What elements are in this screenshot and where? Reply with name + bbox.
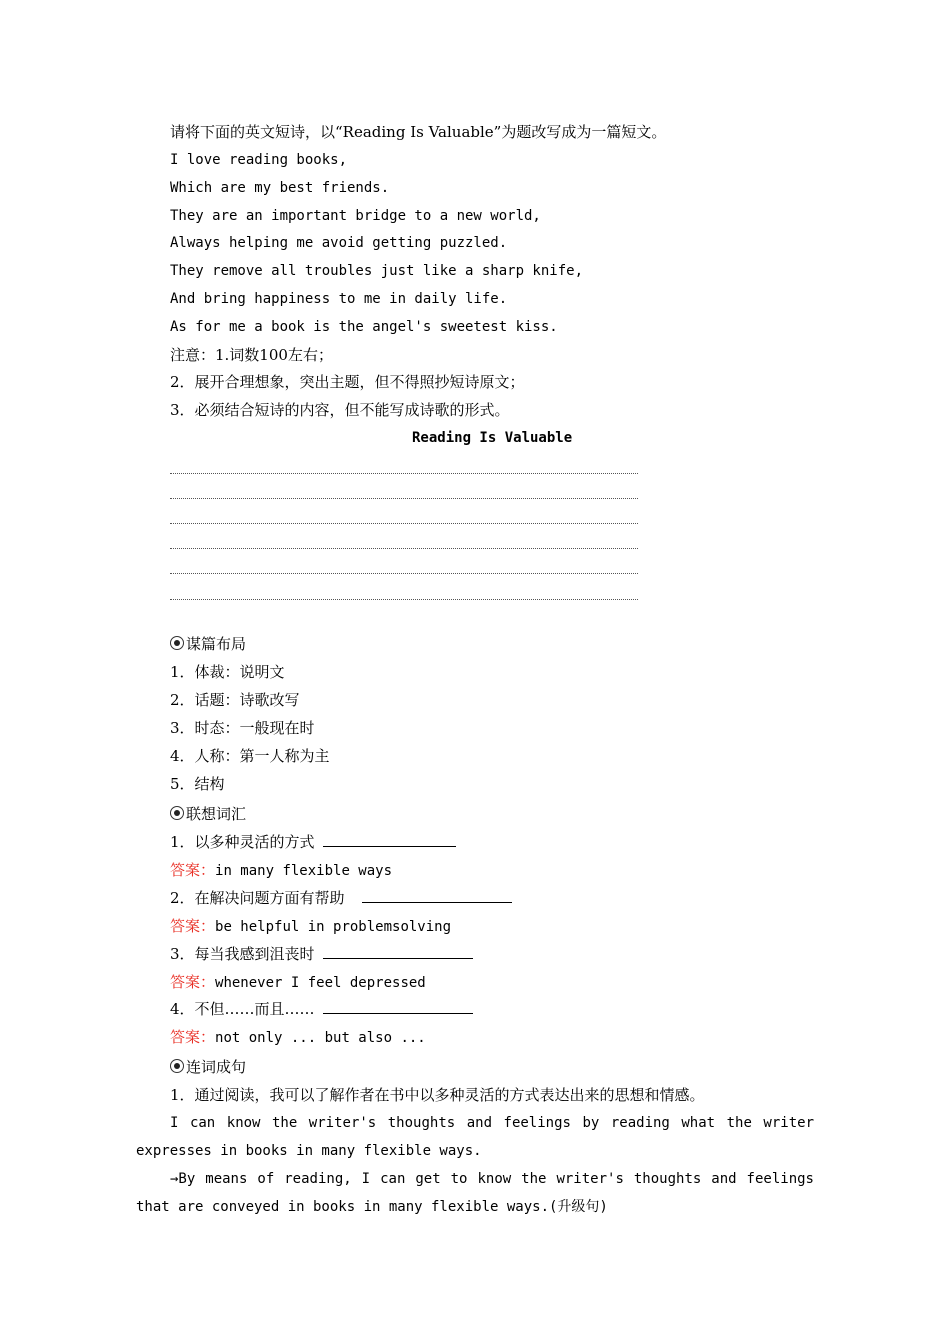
- vocab-question-2: 2．在解决问题方面有帮助: [170, 888, 512, 908]
- answer-blank[interactable]: [323, 999, 473, 1014]
- layout-item-genre: 1．体裁：说明文: [170, 663, 285, 681]
- basic-sentence: I can know the writer's thoughts and feelings by reading what the writer expresses in books in many flexible ways.: [136, 1115, 814, 1159]
- writing-line: [170, 473, 638, 474]
- task-instruction: 请将下面的英文短诗，以“Reading Is Valuable”为题改写成为一篇短文。: [170, 123, 667, 141]
- writing-line: [170, 523, 638, 524]
- circle-bullet-icon: [170, 636, 184, 650]
- poem-line-3: They are an important bridge to a new world,: [170, 208, 541, 224]
- layout-item-person: 4．人称：第一人称为主: [170, 747, 330, 765]
- sentence-question-1: 1．通过阅读，我可以了解作者在书中以多种灵活的方式表达出来的思想和情感。: [170, 1086, 705, 1104]
- layout-item-tense: 3．时态：一般现在时: [170, 719, 315, 737]
- note-1: 注意：1.词数100左右；: [170, 346, 333, 364]
- section-heading-sentence: 连词成句: [170, 1057, 246, 1077]
- vocab-question-4: 4．不但……而且……: [170, 999, 473, 1019]
- circle-bullet-icon: [170, 1059, 184, 1073]
- writing-line: [170, 498, 638, 499]
- vocab-answer-2: 答案：be helpful in problemsolving: [170, 917, 452, 935]
- writing-line: [170, 573, 638, 574]
- vocab-question-1: 1．以多种灵活的方式: [170, 832, 456, 852]
- answer-blank[interactable]: [362, 888, 512, 903]
- poem-line-6: And bring happiness to me in daily life.: [170, 291, 508, 307]
- poem-line-5: They remove all troubles just like a sharp knife,: [170, 263, 584, 279]
- section-heading-layout: 谋篇布局: [170, 634, 246, 654]
- poem-line-7: As for me a book is the angel's sweetest kiss.: [170, 319, 558, 335]
- note-2: 2．展开合理想象，突出主题，但不得照抄短诗原文；: [170, 373, 525, 391]
- layout-item-structure: 5．结构: [170, 775, 225, 793]
- poem-line-1: I love reading books,: [170, 152, 348, 168]
- poem-line-4: Always helping me avoid getting puzzled.: [170, 235, 508, 251]
- note-3: 3．必须结合短诗的内容，但不能写成诗歌的形式。: [170, 401, 510, 419]
- poem-line-2: Which are my best friends.: [170, 180, 390, 196]
- vocab-answer-3: 答案：whenever I feel depressed: [170, 973, 426, 991]
- upgraded-sentence: →By means of reading, I can get to know the writer's thoughts and feelings that are conveyed in books in many flexible ways.(升级句): [136, 1171, 814, 1215]
- circle-bullet-icon: [170, 806, 184, 820]
- writing-line: [170, 599, 638, 600]
- vocab-answer-4: 答案：not only ... but also ...: [170, 1028, 426, 1046]
- answer-blank[interactable]: [323, 832, 456, 847]
- section-heading-vocab: 联想词汇: [170, 804, 246, 824]
- layout-item-topic: 2．话题：诗歌改写: [170, 691, 300, 709]
- writing-line: [170, 548, 638, 549]
- answer-blank[interactable]: [323, 944, 473, 959]
- essay-title: Reading Is Valuable: [412, 430, 573, 446]
- vocab-question-3: 3．每当我感到沮丧时: [170, 944, 473, 964]
- vocab-answer-1: 答案：in many flexible ways: [170, 861, 393, 879]
